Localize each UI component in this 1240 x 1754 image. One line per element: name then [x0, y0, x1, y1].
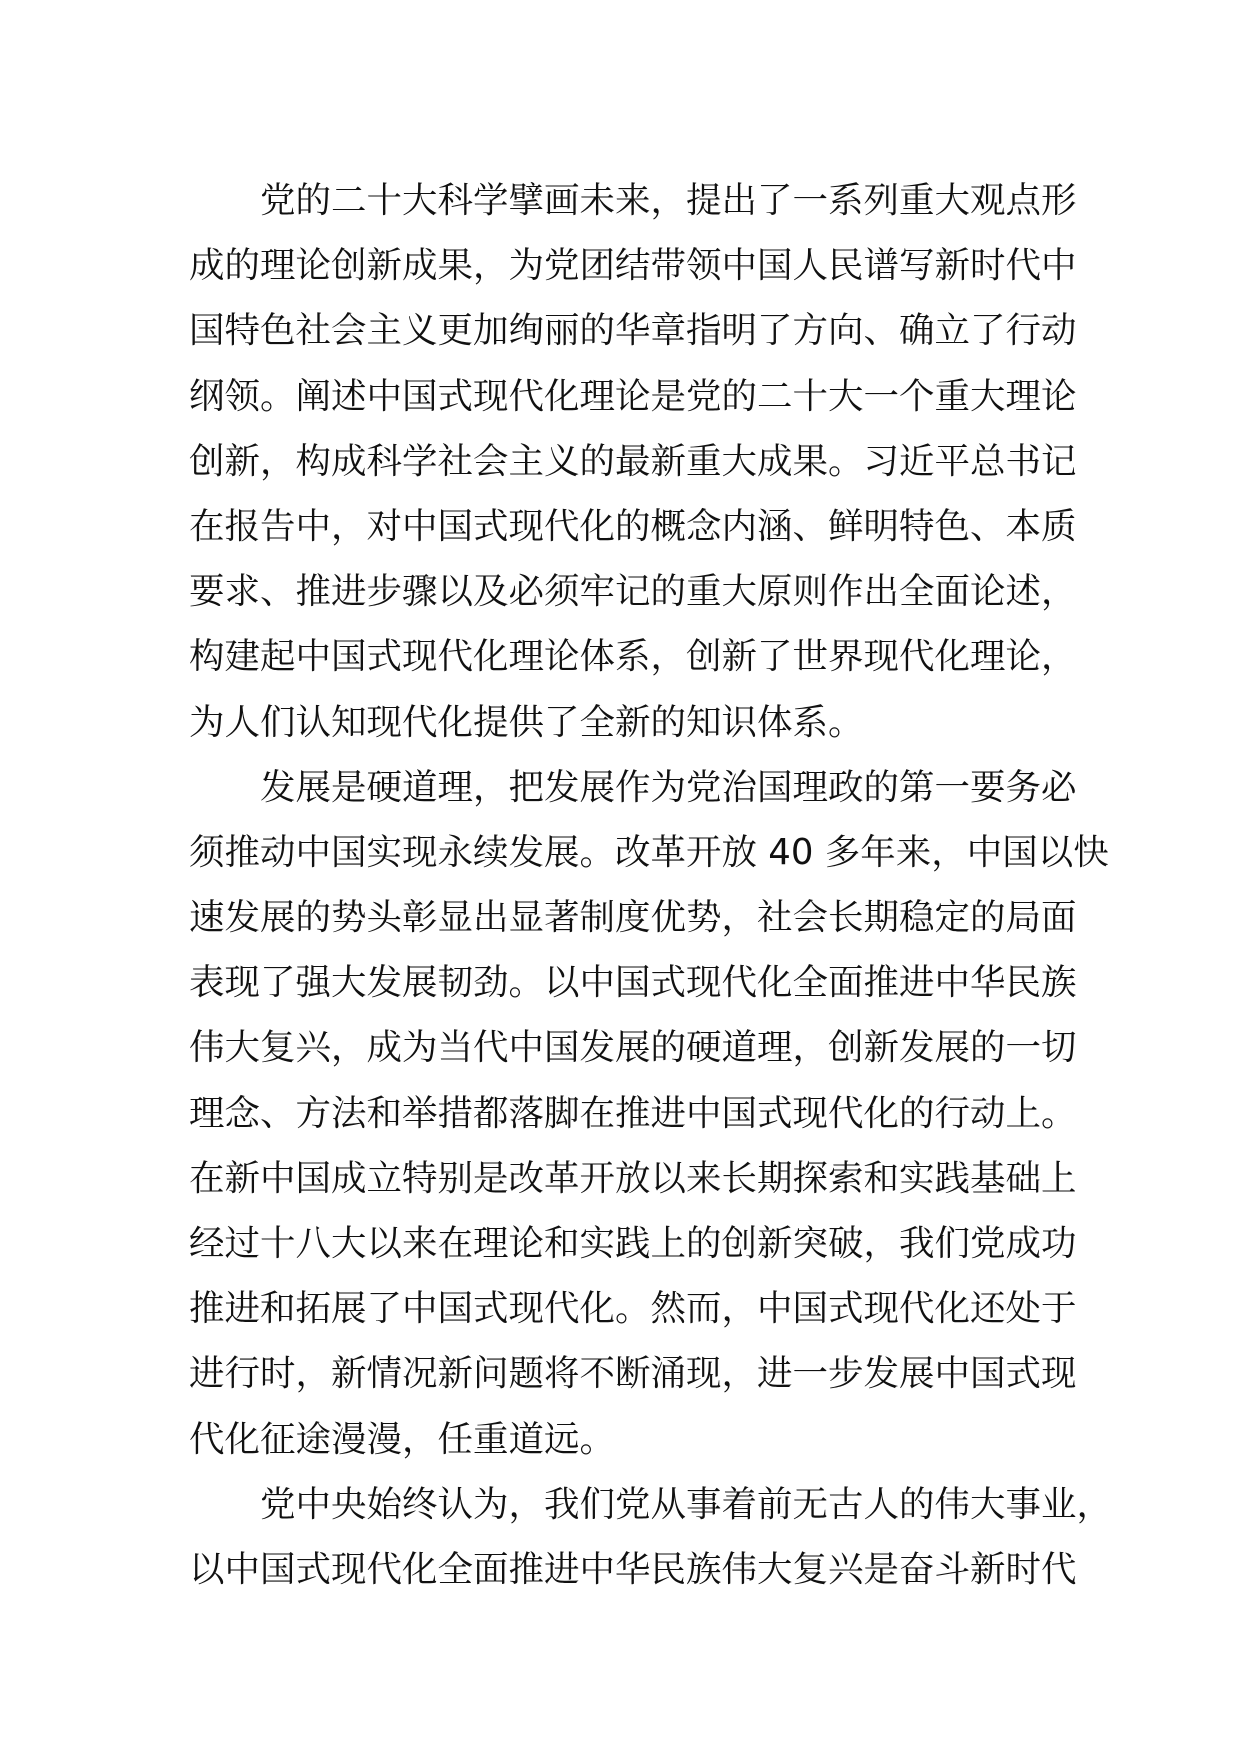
text-line: 国特色社会主义更加绚丽的华章指明了方向、确立了行动 [189, 310, 1077, 352]
text-line: 要求、推进步骤以及必须牢记的重大原则作出全面论述， [189, 571, 1077, 613]
body-text [189, 168, 1113, 1602]
text-line: 推进和拓展了中国式现代化。然而，中国式现代化还处于 [189, 1288, 1077, 1330]
text-line: 为人们认知现代化提供了全新的知识体系。 [189, 701, 864, 743]
text-line: 党中央始终认为，我们党从事着前无古人的伟大事业， [260, 1483, 1113, 1525]
text-line: 表现了强大发展韧劲。以中国式现代化全面推进中华民族 [189, 962, 1077, 1004]
text-line: 经过十八大以来在理论和实践上的创新突破，我们党成功 [189, 1223, 1077, 1264]
text-line: 在报告中，对中国式现代化的概念内涵、鲜明特色、本质 [189, 505, 1077, 547]
text-line: 理念、方法和举措都落脚在推进中国式现代化的行动上。 [189, 1092, 1077, 1134]
text-line: 以中国式现代化全面推进中华民族伟大复兴是奋斗新时代 [189, 1548, 1077, 1590]
text-line: 成的理论创新成果，为党团结带领中国人民谱写新时代中 [189, 245, 1077, 287]
text-line: 须推动中国实现永续发展。改革开放 40 多年来，中国以快 [189, 831, 1109, 873]
text-line: 党的二十大科学擘画未来，提出了一系列重大观点形 [260, 180, 1077, 221]
paragraph [189, 755, 1109, 1472]
paragraph [189, 168, 1077, 755]
text-line: 纲领。阐述中国式现代化理论是党的二十大一个重大理论 [189, 375, 1077, 417]
text-line: 构建起中国式现代化理论体系，创新了世界现代化理论， [189, 636, 1077, 678]
text-line: 速发展的势头彰显出显著制度优势，社会长期稳定的局面 [189, 897, 1077, 939]
text-line: 代化征途漫漫，任重道远。 [189, 1418, 616, 1460]
paragraph [189, 1472, 1113, 1602]
text-line: 伟大复兴，成为当代中国发展的硬道理，创新发展的一切 [189, 1027, 1077, 1069]
text-line: 创新，构成科学社会主义的最新重大成果。习近平总书记 [189, 440, 1077, 482]
text-line: 在新中国成立特别是改革开放以来长期探索和实践基础上 [189, 1157, 1077, 1199]
text-line: 进行时，新情况新问题将不断涌现，进一步发展中国式现 [189, 1353, 1077, 1395]
text-line: 发展是硬道理，把发展作为党治国理政的第一要务必 [260, 766, 1077, 808]
